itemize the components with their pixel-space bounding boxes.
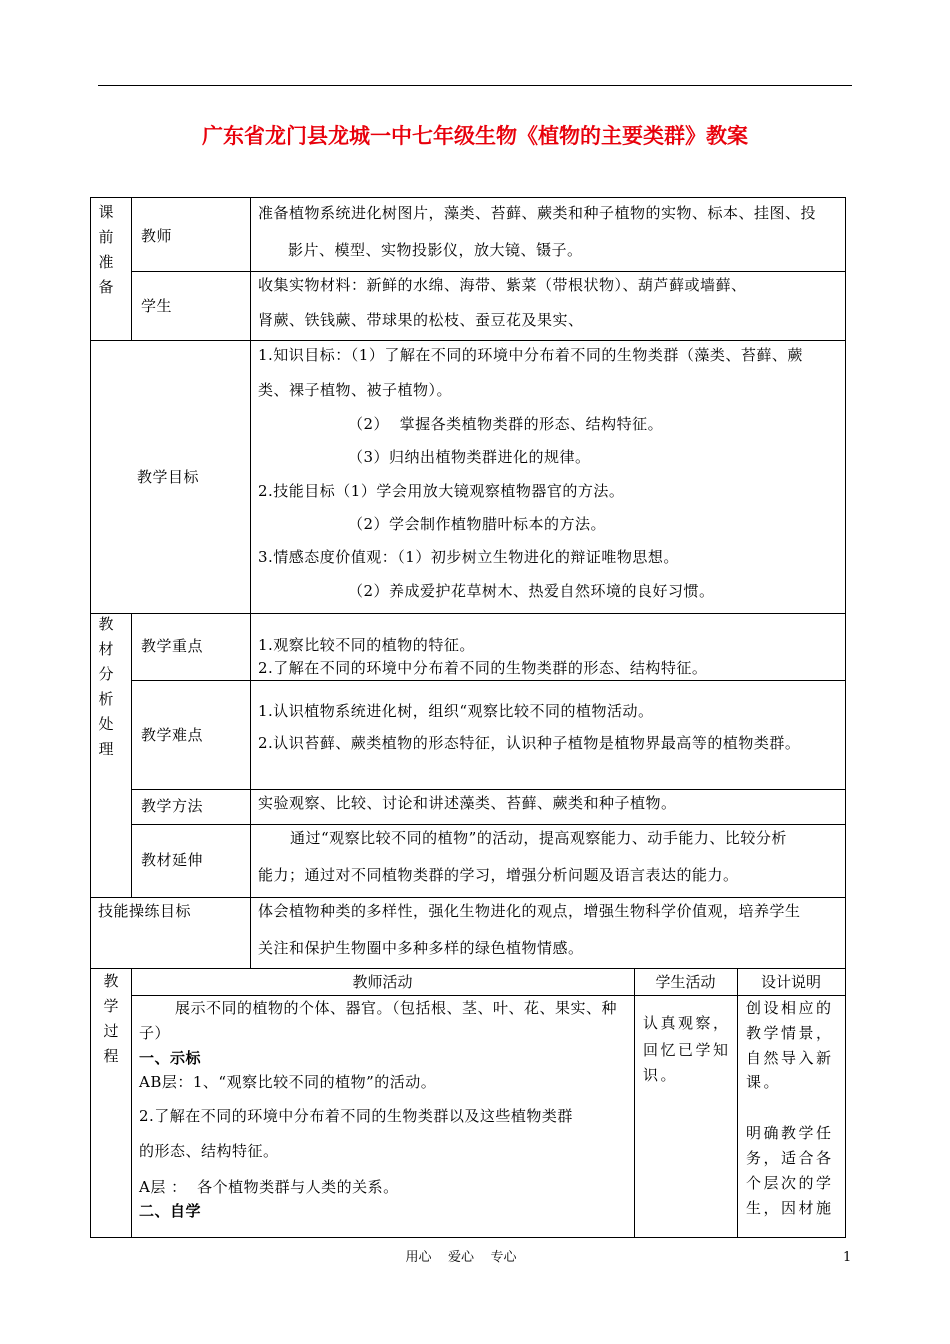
prep-teacher-line: 影片、模型、实物投影仪，放大镜、镊子。	[288, 241, 583, 259]
skill-line: 体会植物种类的多样性，强化生物进化的观点，增强生物科学价值观，培养学生	[258, 902, 801, 920]
page-number: 1	[843, 1250, 852, 1265]
prep-teacher-label: 教师	[141, 227, 173, 245]
design-note-line: 个层次的学	[746, 1174, 834, 1192]
table-border-right	[845, 197, 846, 1238]
row-divider	[131, 995, 846, 996]
column-divider	[250, 197, 251, 968]
design-note-line: 生，因材施	[746, 1199, 834, 1217]
prep-teacher-line: 准备植物系统进化树图片，藻类、苔藓、蕨类和种子植物的实物、标本、挂图、投	[258, 204, 817, 222]
row-divider	[131, 680, 846, 681]
objective-line: （2） 掌握各类植物类群的形态、结构特征。	[348, 415, 664, 433]
objective-line: （2）学会制作植物腊叶标本的方法。	[348, 515, 607, 533]
table-border-left	[90, 197, 91, 1238]
objective-line: （3）归纳出植物类群进化的规律。	[348, 448, 591, 466]
design-notes-header: 设计说明	[760, 973, 821, 991]
analysis-label: 教材分析处理	[98, 615, 114, 758]
document-title: 广东省龙门县龙城一中七年级生物《植物的主要类群》教案	[202, 123, 748, 148]
row-divider	[90, 340, 846, 341]
teacher-activity-line: 的形态、结构特征。	[139, 1142, 279, 1160]
extension-line: 能力；通过对不同植物类群的学习，增强分析问题及语言表达的能力。	[258, 866, 739, 884]
row-divider	[131, 271, 846, 272]
teacher-activity-line: AB层：1、“观察比较不同的植物”的活动。	[139, 1073, 437, 1091]
column-divider	[131, 197, 132, 340]
table-border-top	[90, 197, 846, 198]
footer-motto: 用心 爱心 专心	[405, 1250, 517, 1265]
row-divider	[131, 789, 846, 790]
key-points-line: 2.了解在不同的环境中分布着不同的生物类群的形态、结构特征。	[258, 659, 708, 677]
prep-student-label: 学生	[141, 297, 173, 315]
teacher-activity-header: 教师活动	[352, 973, 413, 991]
teacher-activity-line: 2.了解在不同的环境中分布着不同的生物类群以及这些植物类群	[139, 1107, 573, 1125]
difficulties-label: 教学难点	[141, 726, 204, 744]
key-points-line: 1.观察比较不同的植物的特征。	[258, 636, 475, 654]
teacher-activity-line: A层 ： 各个植物类群与人类的关系。	[139, 1178, 399, 1196]
difficulties-line: 1.认识植物系统进化树，组织“观察比较不同的植物活动。	[258, 702, 654, 720]
column-divider	[131, 968, 132, 1238]
methods-label: 教学方法	[141, 797, 204, 815]
section-heading: 二、自学	[139, 1202, 202, 1220]
objective-line: 1.知识目标：（1）了解在不同的环境中分布着不同的生物类群（藻类、苔藓、蕨	[258, 346, 803, 364]
column-divider	[131, 613, 132, 897]
extension-label: 教材延伸	[141, 851, 204, 869]
header-rule	[98, 85, 852, 86]
row-divider	[90, 968, 846, 969]
skill-label: 技能操练目标	[98, 902, 192, 920]
design-note-line: 自然导入新	[746, 1049, 834, 1067]
teacher-activity-line: 展示不同的植物的个体、器官。（包括根、茎、叶、花、果实、种	[175, 999, 618, 1017]
difficulties-line: 2.认识苔藓、蕨类植物的形态特征，认识种子植物是植物界最高等的植物类群。	[258, 734, 801, 752]
prep-label: 课前准备	[98, 203, 114, 296]
objectives-label: 教学目标	[137, 468, 200, 486]
student-activity-line: 认真观察，	[643, 1014, 731, 1032]
row-divider	[90, 613, 846, 614]
objective-line: 类、裸子植物、被子植物）。	[258, 381, 453, 399]
teacher-activity-line: 子）	[139, 1024, 171, 1042]
design-note-line: 明确教学任	[746, 1124, 834, 1142]
design-note-line: 教学情景，	[746, 1024, 834, 1042]
objective-line: 3.情感态度价值观：（1）初步树立生物进化的辩证唯物思想。	[258, 548, 679, 566]
student-activity-line: 识。	[643, 1066, 679, 1084]
student-activity-header: 学生活动	[655, 973, 716, 991]
design-note-line: 务，适合各	[746, 1149, 834, 1167]
methods-line: 实验观察、比较、讨论和讲述藻类、苔藓、蕨类和种子植物。	[258, 794, 677, 812]
student-activity-line: 回忆已学知	[643, 1041, 731, 1059]
column-divider	[737, 968, 738, 1238]
row-divider	[90, 897, 846, 898]
process-label: 教学过程	[103, 972, 119, 1065]
extension-line: 通过“观察比较不同的植物”的活动，提高观察能力、动手能力、比较分析	[290, 829, 787, 847]
key-points-label: 教学重点	[141, 637, 204, 655]
design-note-line: 课。	[746, 1073, 782, 1091]
design-note-line: 创设相应的	[746, 999, 834, 1017]
objective-line: （2）养成爱护花草树木、热爱自然环境的良好习惯。	[348, 582, 715, 600]
column-divider	[634, 968, 635, 1238]
prep-student-line: 收集实物材料：新鲜的水绵、海带、紫菜（带根状物）、葫芦藓或墙藓、	[258, 276, 747, 294]
section-heading: 一、示标	[139, 1049, 202, 1067]
prep-student-line: 肾蕨、铁钱蕨、带球果的松枝、蚕豆花及果实、	[258, 311, 584, 329]
objective-line: 2.技能目标（1）学会用放大镜观察植物器官的方法。	[258, 482, 625, 500]
row-divider	[131, 824, 846, 825]
skill-line: 关注和保护生物圈中多种多样的绿色植物情感。	[258, 939, 584, 957]
table-border-bottom	[90, 1237, 846, 1238]
